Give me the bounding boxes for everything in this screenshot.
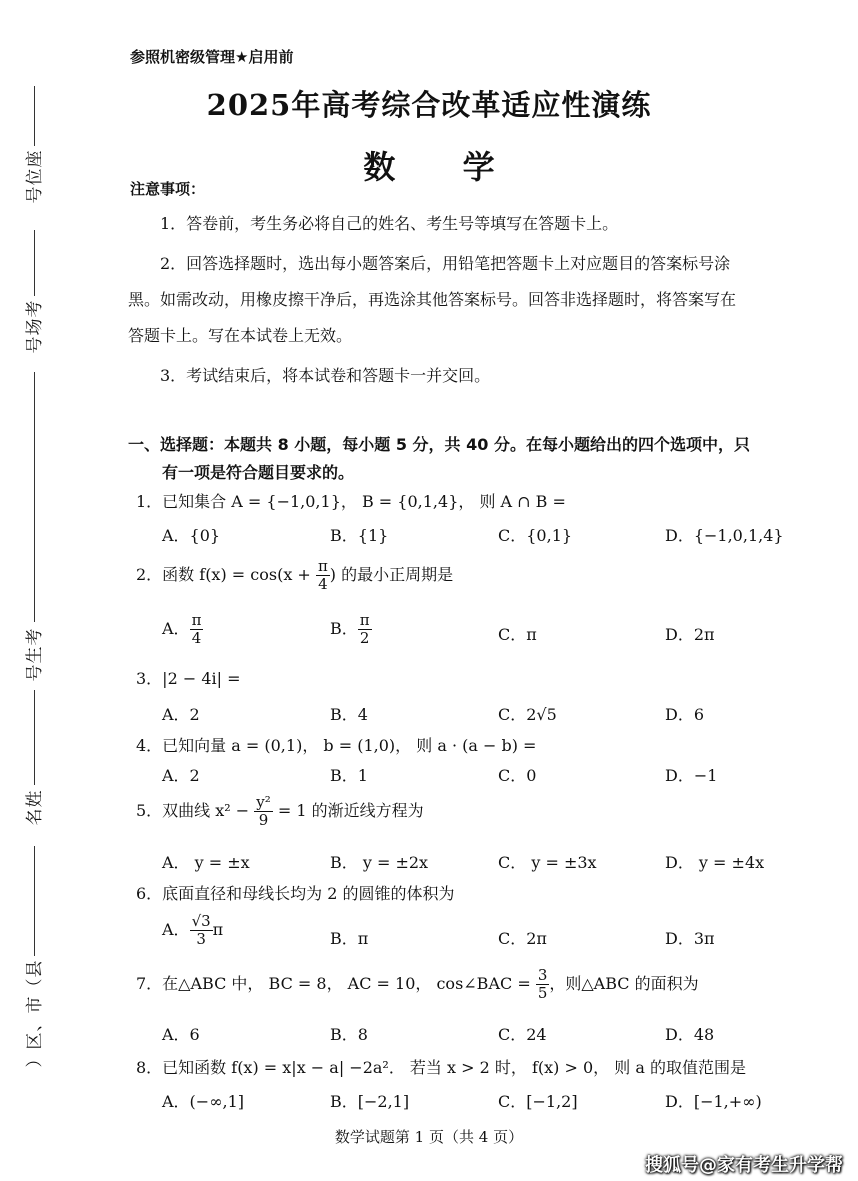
question-2	[136, 558, 453, 593]
q6-option-c: C．2π	[498, 929, 547, 948]
question-8: 8．已知函数 f(x) = x|x − a| −2a²． 若当 x > 2 时， f(x) > 0， 则 a 的取值范围是	[136, 1058, 746, 1077]
exam-number-label: 考 生 号	[25, 628, 45, 682]
confidentiality-note: 参照机密级管理★启用前	[130, 48, 294, 66]
q3-option-b: B．4	[330, 705, 368, 724]
question-1: 1．已知集合 A = {−1,0,1}， B = {0,1,4}， 则 A ∩ B =	[136, 492, 566, 511]
binding-line	[34, 846, 35, 956]
q2-option-a: A． $\frac{\pi}{4}$	[162, 611, 202, 647]
q7-option-a: A．6	[162, 1025, 200, 1044]
q3-option-d: D．6	[665, 705, 705, 724]
q2-option-d: D．2π	[665, 625, 715, 644]
notice-item-2-line-2: 黑。如需改动，用橡皮擦干净后，再选涂其他答案标号。回答非选择题时，将答案写在	[128, 290, 737, 309]
q5-option-d: D． y = ±4x	[665, 853, 765, 872]
exam-room-label: 考 场 号	[25, 300, 45, 354]
q7-option-c: C．24	[498, 1025, 547, 1044]
q2-text-post: ) 的最小正周期是	[329, 565, 454, 584]
q8-option-c: C．[−1,2]	[498, 1092, 578, 1111]
section-heading-line-2: 有一项是符合题目要求的。	[162, 463, 355, 482]
q4-option-d: D．−1	[665, 766, 718, 785]
q8-option-b: B．[−2,1]	[330, 1092, 410, 1111]
binding-line	[34, 230, 35, 296]
q6-option-b: B．π	[330, 929, 369, 948]
q3-option-a: A．2	[162, 705, 200, 724]
question-3: 3．|2 − 4i| =	[136, 669, 241, 688]
exam-title: 2025年高考综合改革适应性演练	[206, 88, 652, 122]
notice-item-3: 3．考试结束后，将本试卷和答题卡一并交回。	[160, 366, 491, 385]
q6-option-a: A． $\frac{√3}{3}$ π	[162, 912, 224, 948]
q7-option-b: B．8	[330, 1025, 368, 1044]
q1-option-a: A．{0}	[162, 526, 221, 545]
county-label: 县 （ 市 、 区 ）	[25, 960, 45, 1068]
name-label: 姓 名	[25, 790, 45, 826]
q5-option-b: B． y = ±2x	[330, 853, 429, 872]
binding-line	[34, 372, 35, 622]
q4-option-c: C．0	[498, 766, 537, 785]
q5-option-a: A． y = ±x	[162, 853, 250, 872]
notice-item-1: 1．答卷前，考生务必将自己的姓名、考生号等填写在答题卡上。	[160, 214, 619, 233]
section-heading-line-1: 一、选择题：本题共 8 小题，每小题 5 分，共 40 分。在每小题给出的四个选项中，只	[128, 435, 750, 454]
subject-title: 数 学	[363, 148, 523, 186]
page-footer: 数学试题第 1 页（共 4 页）	[334, 1128, 524, 1146]
q6-option-d: D．3π	[665, 929, 715, 948]
q2-option-c: C．π	[498, 625, 537, 644]
q2-text-pre: 2．函数 f(x) = cos(x +	[136, 565, 316, 584]
q2-fraction: $\frac{\pi}{4}$	[317, 557, 328, 593]
q5-option-c: C． y = ±3x	[498, 853, 597, 872]
seat-label: 座 位 号	[25, 150, 45, 204]
question-6: 6．底面直径和母线长均为 2 的圆锥的体积为	[136, 884, 455, 903]
notice-item-2-line-3: 答题卡上。写在本试卷上无效。	[128, 326, 353, 345]
q2-option-b: B． $\frac{\pi}{2}$	[330, 611, 370, 647]
question-7: 7．在△ABC 中， BC = 8， AC = 10， cos∠BAC = $\frac{3}{5}$ ，则△ABC 的面积为	[136, 966, 699, 1002]
q1-option-d: D．{−1,0,1,4}	[665, 526, 784, 545]
q7-option-d: D．48	[665, 1025, 715, 1044]
q4-option-a: A．2	[162, 766, 200, 785]
watermark: 搜狐号@家有考生升学帮	[645, 1155, 843, 1176]
q1-option-b: B．{1}	[330, 526, 389, 545]
notice-item-2-line-1: 2．回答选择题时，选出每小题答案后，用铅笔把答题卡上对应题目的答案标号涂	[160, 254, 731, 273]
binding-line	[34, 690, 35, 785]
notice-heading: 注意事项：	[130, 180, 206, 198]
q1-option-c: C．{0,1}	[498, 526, 573, 545]
question-5: 5．双曲线 x² − $\frac{\text{y²}}{9}$ = 1 的渐近线方程为	[136, 793, 424, 829]
q8-option-a: A．(−∞,1]	[162, 1092, 245, 1111]
q8-option-d: D．[−1,+∞)	[665, 1092, 762, 1111]
q5-fraction: $\frac{\text{y²}}{9}$	[256, 793, 271, 829]
q3-option-c: C．2√5	[498, 705, 557, 724]
q4-option-b: B．1	[330, 766, 368, 785]
q7-fraction: $\frac{3}{5}$	[537, 966, 548, 1002]
question-4: 4．已知向量 a = (0,1)， b = (1,0)， 则 a · (a − b) =	[136, 736, 537, 755]
